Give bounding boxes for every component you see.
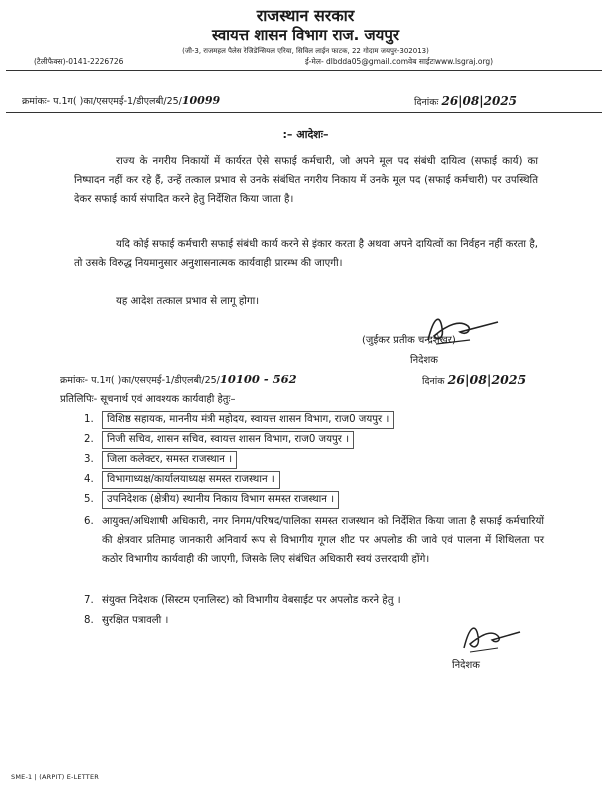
list-item-text: विभागाध्यक्ष/कार्यालयाध्यक्ष समस्त राजस्थान । [102,471,280,489]
signatory-1-name: (जुईकर प्रतीक चन्द्रशेखर) [362,335,456,346]
header-department: स्वायत्त शासन विभाग राज. जयपुर [212,26,399,44]
paragraph-1 [74,152,538,209]
list-item-number: 7. [84,595,94,606]
list-item [84,470,544,490]
list-item-number: 6. [84,516,94,527]
list-item-number: 5. [84,494,94,505]
header-rule-top [6,70,602,71]
paragraph-3 [116,292,536,311]
copy-to-label: प्रतिलिपिः- सूचनार्थ एवं आवश्यक कार्यवाही हेतुः– [60,394,236,405]
paragraph-3-text: यह आदेश तत्काल प्रभाव से लागू होगा। [116,296,260,307]
ref2-date-label: दिनांक [422,376,445,387]
list-item-text: सुरक्षित पत्रावली । [102,615,169,626]
reference-line-1 [22,94,582,107]
list-item [84,490,544,510]
list-item-text: निजी सचिव, शासन सचिव, स्वायत्त शासन विभाग, राज0 जयपुर । [102,431,354,449]
signatory-1-designation: निदेशक [410,355,438,366]
list-item-text: उपनिदेशक (क्षेत्रीय) स्थानीय निकाय विभाग समस्त राजस्थान । [102,491,339,509]
header-address: (जी-3, राजमहल पैलेस रेजिडेन्सियल एरिया, सिविल लाईन फाटक, 22 गोदाम जयपुर-302013) [182,47,429,55]
list-item-number: 8. [84,615,94,626]
ref1-prefix: क्रमांकः- प.1ग( )का/एसएमई-1/डीएलबी/25/ [22,96,182,107]
list-item-number: 1. [84,414,94,425]
list-item-number: 4. [84,474,94,485]
list-item [84,591,544,611]
paragraph-2-text: यदि कोई सफाई कर्मचारी सफाई संबंधी कार्य करने से इंकार करता है अथवा अपने दायित्वों का निर्वहन नहीं करता है, तो उसके विरुद्ध नियमानुसार अनुशासनात्मक कार्यवाही प्रारम्भ की जाएगी। [74,239,538,269]
list-item-text: विशिष्ठ सहायक, माननीय मंत्री महोदय, स्वायत्त शासन विभाग, राज0 जयपुर । [102,411,394,429]
copy-list [84,410,544,631]
header-phone: (टैलीफैक्स)-0141-2226726 [34,57,124,66]
ref1-date-label: दिनांकः [414,97,439,108]
list-item [84,512,544,591]
ref1-date: 26|08|2025 [441,94,518,108]
list-item-number: 3. [84,454,94,465]
list-item [84,430,544,450]
list-item-text: जिला कलेक्टर, समस्त राजस्थान । [102,451,237,469]
paragraph-2 [74,235,538,273]
signatory-2-designation: निदेशक [452,660,480,671]
header-line1: राजस्थान सरकार [256,6,355,25]
paragraph-1-text: राज्य के नगरीय निकायों में कार्यरत ऐसे सफाई कर्मचारी, जो अपने मूल पद संबंधी दायित्व (सफाई कार्य) का निष्पादन नहीं कर रहे हैं, उन्हें तत्काल प्रभाव से उनके संबंधित नगरीय निकाय में उनके मूल पद (सफाई कर्मचारी) पर उपस्थिति देकर सफाई कार्य संपादित करने हेतु निर्देशित किया जाता है। [74,156,538,205]
list-item-text: आयुक्त/अधिशाषी अधिकारी, नगर निगम/परिषद/पालिका समस्त राजस्थान को निर्देशित किया जाता है सफाई कर्मचारियों की क्षेत्रवार प्रतिमाह जानकारी अनिवार्य रूप से विभागीय गूगल शीट पर अपलोड की जावे एवं पालना में शिथिलता पर कठोर विभागीय कार्यवाही की जाएगी, जिसके लिए संबंधित अधिकारी स्वयं उत्तरदायी होंगे। [102,516,544,565]
ref2-number: 10100 - 562 [219,372,297,386]
ref1-number: 10099 [181,94,221,107]
footer-label: SME-1 | (ARPIT) E-LETTER [11,773,99,781]
list-item-text: संयुक्त निदेशक (सिस्टम एनालिस्ट) को विभागीय वेबसाईट पर अपलोड करने हेतु । [102,595,401,606]
order-title: :– आदेशः– [282,128,329,141]
reference-line-2 [60,372,600,386]
list-item-number: 2. [84,434,94,445]
list-item [84,450,544,470]
header-email-web: ई-मेल- dlbdda05@gmail.comवेब साईटःwww.lsgraj.org) [305,57,494,66]
signature-mark-2 [458,620,528,658]
ref2-prefix: क्रमांकः- प.1ग( )का/एसएमई-1/डीएलबी/25/ [60,375,220,386]
ref2-date: 26|08|2025 [447,372,527,387]
header-rule-bottom [6,112,602,113]
list-item [84,410,544,430]
